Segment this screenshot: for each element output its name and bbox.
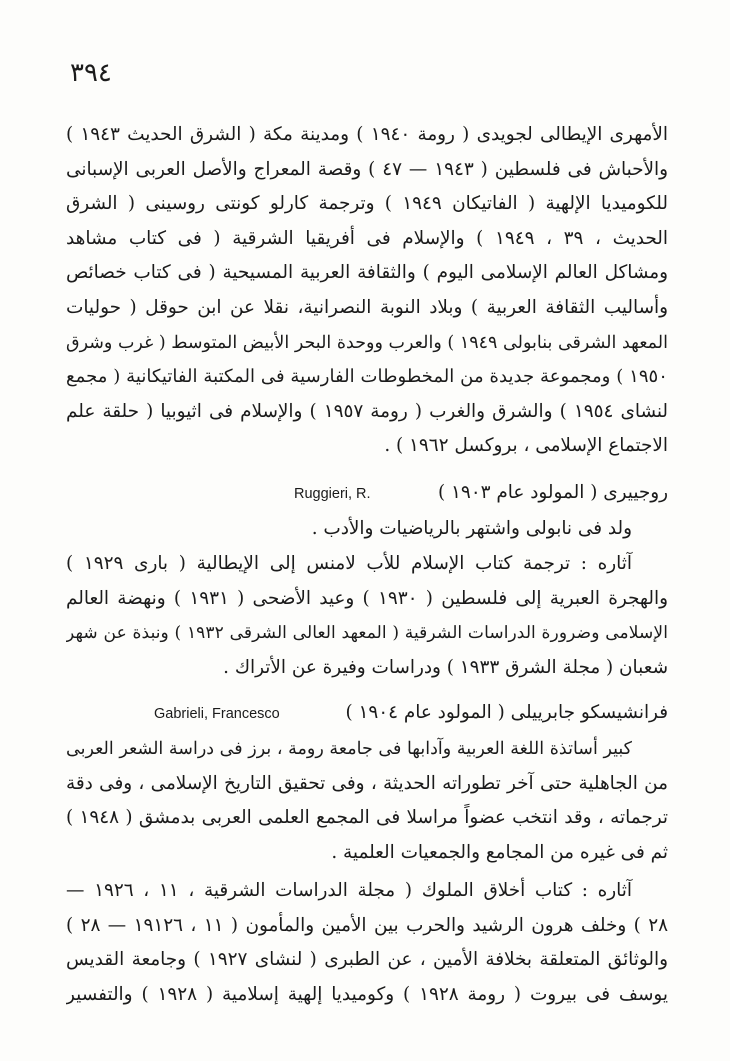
text-line: الاجتماع الإسلامى ، بروكسل ١٩٦٢ ) . <box>384 435 668 457</box>
text-line: ٢٨ ) وخلف هرون الرشيد والحرب بين الأمين والمأمون ( ١١ ، ١٩١٢٦ — ٢٨ ) <box>66 914 668 936</box>
text-line: للكوميديا الإلهية ( الفاتيكان ١٩٤٩ ) وترجمة كارلو كونتى روسينى ( الشرق <box>66 193 668 215</box>
text-line: ولد فى نابولى واشتهر بالرياضيات والأدب . <box>311 518 632 539</box>
text-line: آثاره : كتاب أخلاق الملوك ( مجلة الدراسات الشرقية ، ١١ ، ١٩٢٦ — <box>66 880 632 901</box>
text-line: لنشاى ١٩٥٤ ) والشرق والغرب ( رومة ١٩٥٧ ) والإسلام فى اثيوبيا ( حلقة علم <box>66 400 668 422</box>
text-line: آثاره : ترجمة كتاب الإسلام للأب لامنس إلى الإيطالية ( بارى ١٩٢٩ ) <box>66 553 632 574</box>
text-line: الإسلامى وضرورة الدراسات الشرقية ( المعهد العالى الشرقى ١٩٣٢ ) ونبذة عن شهر <box>66 623 668 644</box>
text-line: وأساليب الثقافة العربية ) وبلاد النوبة النصرانية، نقلا عن ابن حوقل ( حوليات <box>66 296 668 318</box>
text-line: والأحباش فى فلسطين ( ١٩٤٣ — ٤٧ ) وقصة المعراج والأصل العربى الإسبانى <box>66 158 668 180</box>
entry-works-ruggieri <box>66 547 668 685</box>
text-line: شعبان ( مجلة الشرق ١٩٣٣ ) ودراسات وفيرة عن الأتراك . <box>223 656 668 678</box>
entry-heading-ruggieri <box>66 478 668 512</box>
entry-heading-gabrieli <box>66 698 668 732</box>
text-line: ثم فى غيره من المجامع والجمعيات العلمية . <box>331 841 668 863</box>
text-line: والهجرة العبرية إلى فلسطين ( ١٩٣٠ ) وعيد الأضحى ( ١٩٣١ ) ونهضة العالم <box>66 587 668 609</box>
entry-heading-latin: Ruggieri, R. <box>294 486 371 502</box>
text-line: كبير أساتذة اللغة العربية وآدابها فى جامعة رومة ، برز فى دراسة الشعر العربى <box>66 739 632 759</box>
text-line: ترجماته ، وقد انتخب عضواً مراسلا فى المجمع العلمى العربى بدمشق ( ١٩٤٨ ) <box>66 807 668 829</box>
paragraph-continuation <box>66 118 668 464</box>
text-line: المعهد الشرقى بنابولى ١٩٤٩ ) والعرب ووحدة البحر الأبيض المتوسط ( غرب وشرق <box>66 332 668 353</box>
entry-heading-latin: Gabrieli, Francesco <box>154 706 280 722</box>
page-number: ٣٩٤ <box>70 58 112 88</box>
text-line: الأمهرى الإيطالى لجويدى ( رومة ١٩٤٠ ) ومدينة مكة ( الشرق الحديث ١٩٤٣ ) <box>66 124 668 145</box>
text-line: ومشاكل العالم الإسلامى اليوم ) والثقافة العربية المسيحية ( فى كتاب خصائص <box>66 262 668 284</box>
text-line: ١٩٥٠ ) ومجموعة جديدة من المخطوطات الفارسية فى المكتبة الفاتيكانية ( مجمع <box>66 366 668 388</box>
entry-works-gabrieli <box>66 874 668 1012</box>
text-line: يوسف فى بيروت ( رومة ١٩٢٨ ) وكوميديا إلهية إسلامية ( ١٩٢٨ ) والتفسير <box>66 983 668 1005</box>
entry-bio-ruggieri <box>66 512 668 547</box>
text-line: الحديث ، ٣٩ ، ١٩٤٩ ) والإسلام فى أفريقيا الشرقية ( فى كتاب مشاهد <box>66 227 668 249</box>
entry-heading-arabic: روجييرى ( المولود عام ١٩٠٣ ) <box>438 482 668 503</box>
text-line: والوثائق المتعلقة بخلافة الأمين ، عن الطبرى ( لنشاى ١٩٢٧ ) وجامعة القديس <box>66 949 668 971</box>
text-line: من الجاهلية حتى آخر تطوراته الحديثة ، وفى تحقيق التاريخ الإسلامى ، وفى دقة <box>66 772 668 794</box>
entry-heading-arabic: فرانشيسكو جابرييلى ( المولود عام ١٩٠٤ ) <box>345 702 668 723</box>
entry-bio-gabrieli <box>66 732 668 870</box>
